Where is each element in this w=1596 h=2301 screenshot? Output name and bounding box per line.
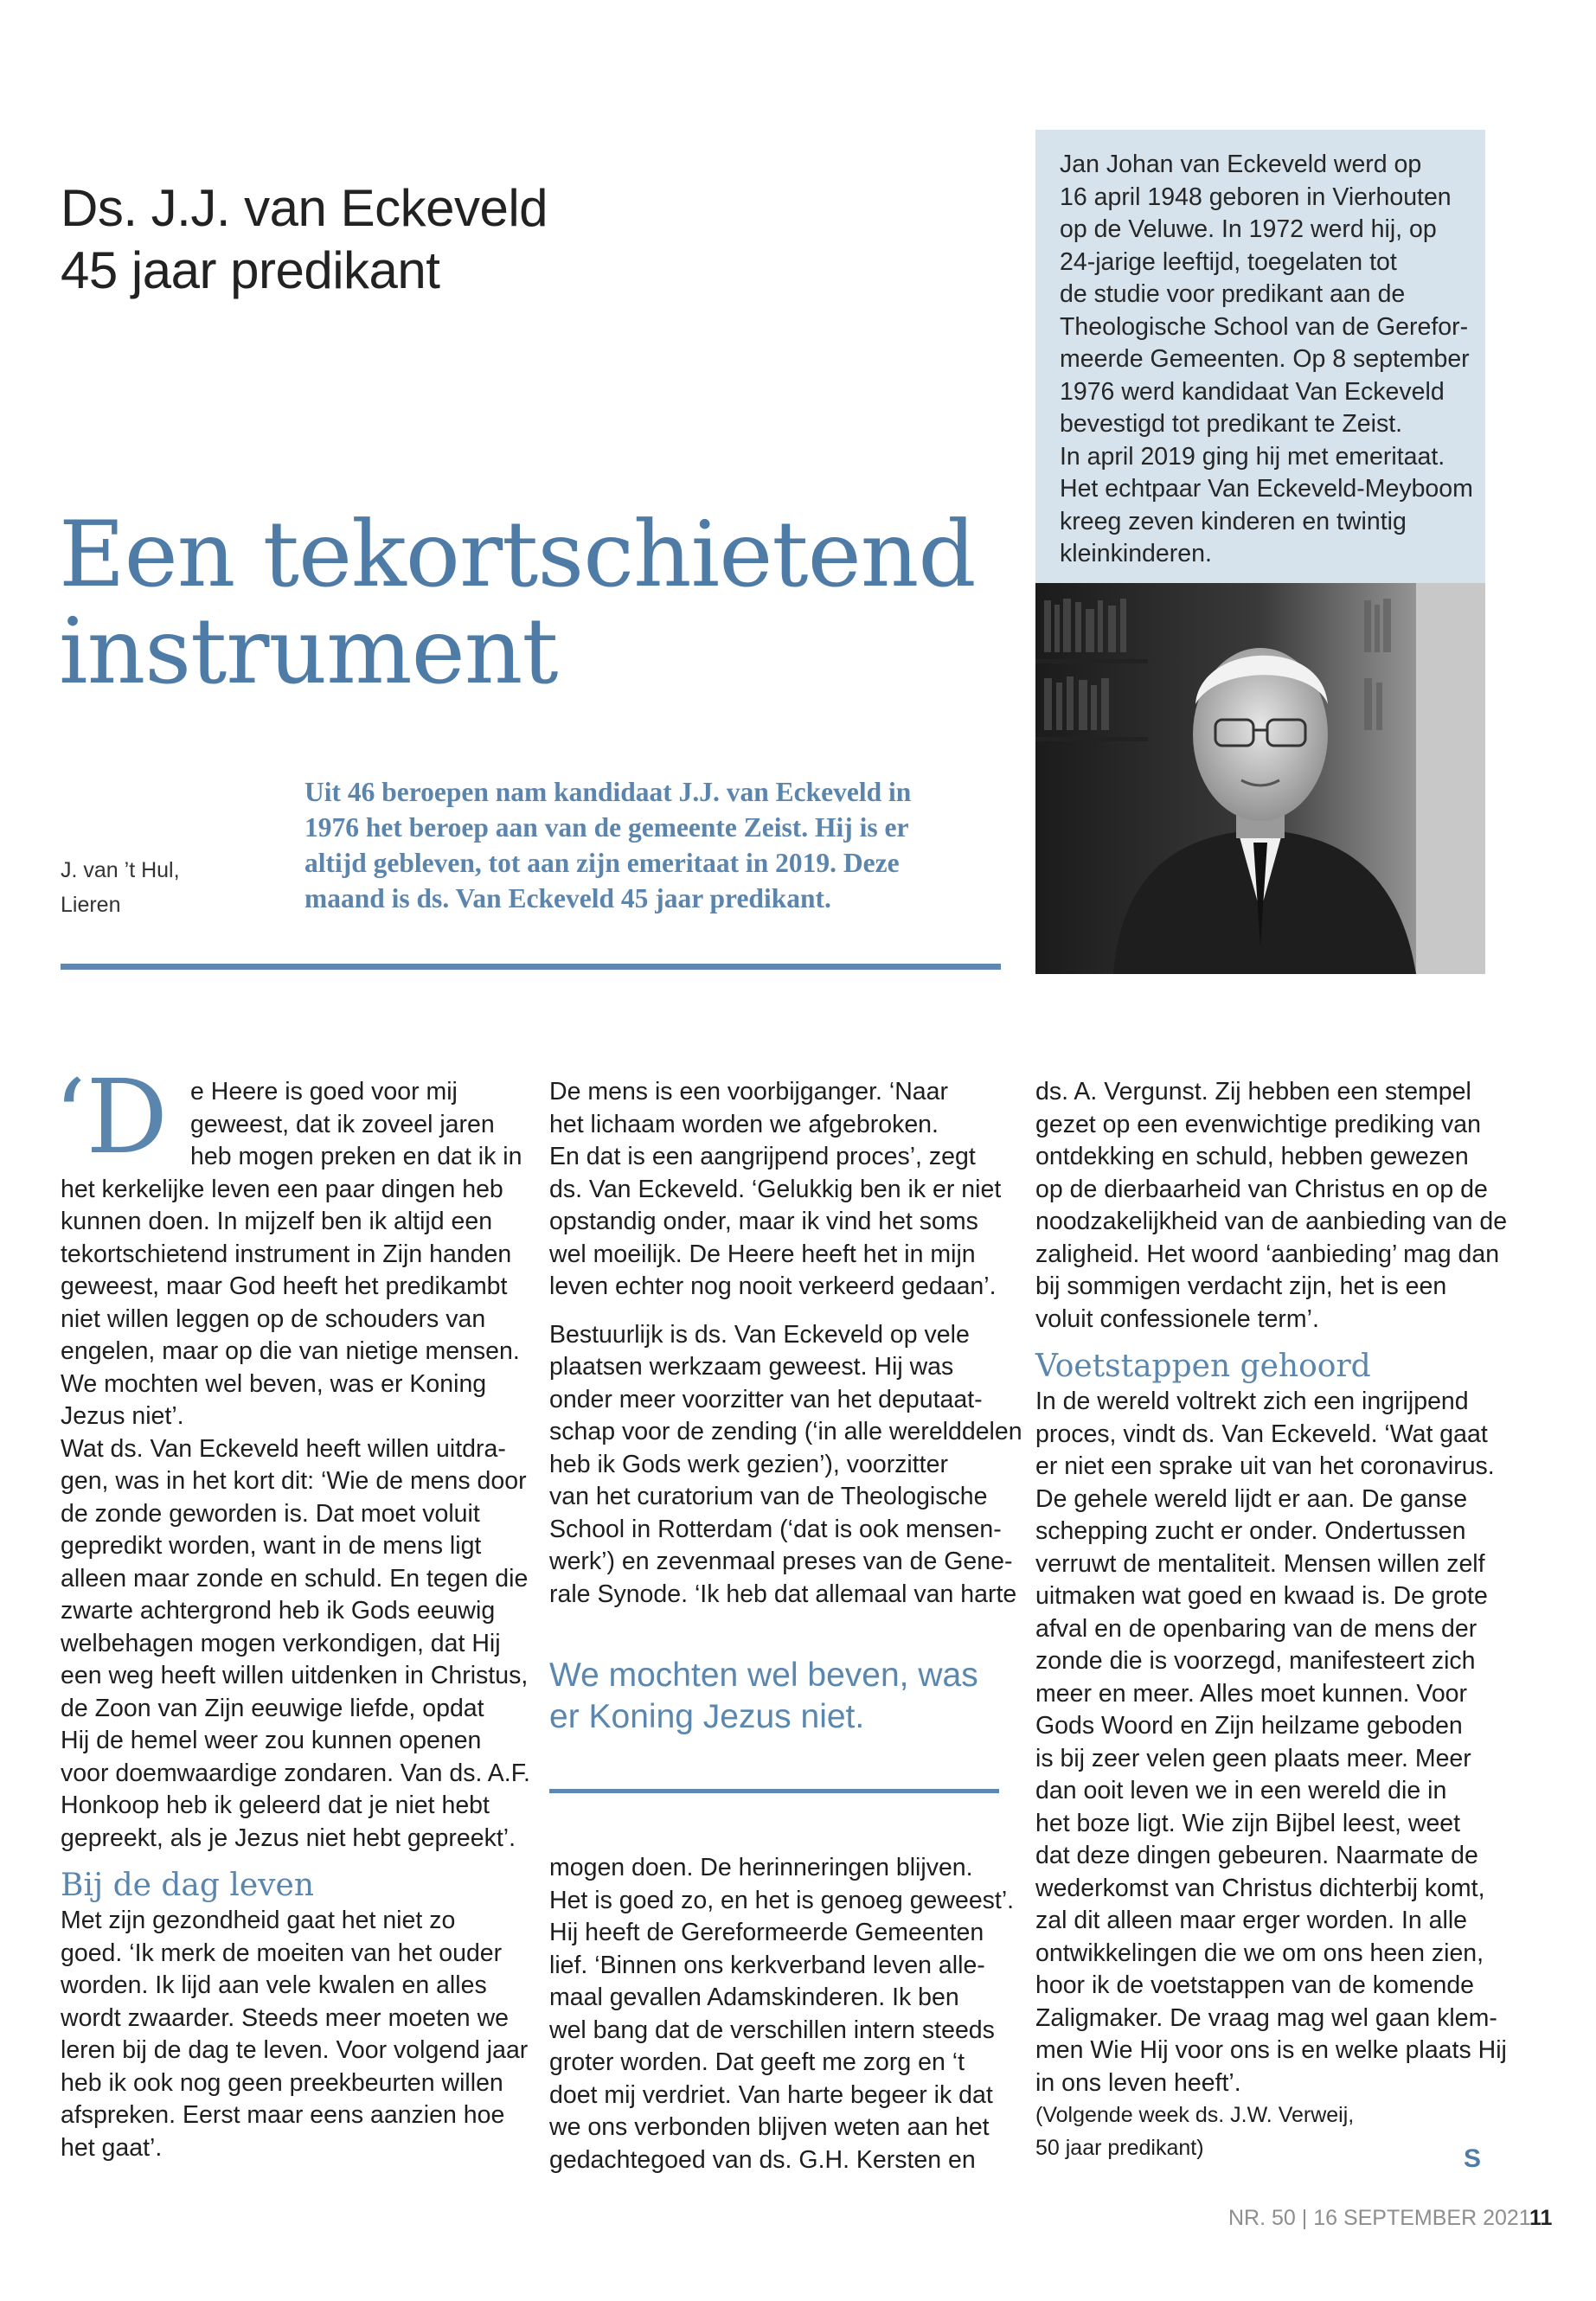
pull-quote-line: We mochten wel beven, was xyxy=(549,1657,978,1694)
intro-line: 1976 het beroep aan van de gemeente Zeist. Hij is er xyxy=(304,812,909,843)
body-line: leren bij de dag te leven. Voor volgend jaar xyxy=(61,2036,529,2064)
body-line: verruwt de mentaliteit. Mensen willen zelf xyxy=(1035,1549,1485,1578)
headline-line: Een tekortschietend xyxy=(59,502,976,607)
kicker-line: Ds. J.J. van Eckeveld xyxy=(61,179,548,237)
body-line: De gehele wereld lijdt er aan. De ganse xyxy=(1035,1484,1468,1513)
intro-line: maand is ds. Van Eckeveld 45 jaar predikant. xyxy=(304,883,831,913)
body-line: lief. ‘Binnen ons kerkverband leven alle- xyxy=(549,1951,985,1979)
body-line: alleen maar zonde en schuld. En tegen die xyxy=(61,1564,529,1593)
body-line: men Wie Hij voor ons is en welke plaats Hij xyxy=(1035,2036,1507,2064)
body-line: welbehagen mogen verkondigen, dat Hij xyxy=(61,1629,501,1657)
headline-line: instrument xyxy=(59,599,558,704)
body-line: dat deze dingen gebeuren. Naarmate de xyxy=(1035,1842,1478,1869)
body-line: van het curatorium van de Theologische xyxy=(549,1483,988,1510)
body-line: Gods Woord en Zijn heilzame geboden xyxy=(1035,1712,1463,1740)
bio-line: Jan Johan van Eckeveld werd op xyxy=(1060,151,1422,178)
body-line: is bij zeer velen geen plaats meer. Meer xyxy=(1035,1744,1471,1772)
bio-line: 16 april 1948 geboren in Vierhouten xyxy=(1060,183,1452,211)
author-name: J. van ’t Hul, xyxy=(61,858,180,882)
column-2 xyxy=(549,1076,1022,1611)
body-line: goed. ‘Ik merk de moeiten van het ouder xyxy=(61,1939,503,1967)
bio-line: kleinkinderen. xyxy=(1060,540,1212,567)
note-line: (Volgende week ds. J.W. Verweij, xyxy=(1035,2103,1355,2127)
issue-info: NR. 50 | 16 SEPTEMBER 2021 xyxy=(1228,2206,1531,2230)
body-line: wel bang dat de verschillen intern steeds xyxy=(549,2016,995,2044)
subheading: Bij de dag leven xyxy=(61,1868,315,1903)
body-line: plaatsen werkzaam geweest. Hij was xyxy=(549,1353,954,1381)
bio-line: 24-jarige leeftijd, toegelaten tot xyxy=(1060,247,1397,276)
body-line: gezet op een evenwichtige prediking van xyxy=(1035,1110,1481,1138)
body-line: De mens is een voorbijganger. ‘Naar xyxy=(549,1078,948,1106)
end-mark-icon: S xyxy=(1464,2144,1482,2173)
body-line: hoor ik de voetstappen van de komende xyxy=(1035,1971,1475,1999)
drop-cap: ‘D xyxy=(54,1057,169,1176)
body-line: Hij de hemel weer zou kunnen openen xyxy=(61,1727,482,1754)
body-line: School in Rotterdam (‘dat is ook mensen- xyxy=(549,1515,1002,1543)
body-line: meer en meer. Alles moet kunnen. Voor xyxy=(1035,1679,1468,1708)
bio-line: Theologische School van de Gerefor- xyxy=(1060,312,1469,341)
kicker xyxy=(61,177,580,302)
body-line: we ons verbonden blijven weten aan het xyxy=(549,2113,990,2141)
body-line: mogen doen. De herinneringen blijven. xyxy=(549,1854,973,1881)
body-line: Bestuurlijk is ds. Van Eckeveld op vele xyxy=(549,1320,970,1349)
body-line: de Zoon van Zijn eeuwige liefde, opdat xyxy=(61,1694,484,1722)
body-line: zonde die is voorzegd, manifesteert zich xyxy=(1035,1647,1476,1675)
intro-line: Uit 46 beroepen nam kandidaat J.J. van Eckeveld in xyxy=(304,777,912,807)
intro-lead xyxy=(304,774,979,916)
body-line: het gaat’. xyxy=(61,2133,163,2162)
body-line: maal gevallen Adamskinderen. Ik ben xyxy=(549,1984,959,2011)
body-line: zwarte achtergrond heb ik Gods eeuwig xyxy=(61,1597,496,1625)
body-line: In de wereld voltrekt zich een ingrijpend xyxy=(1035,1388,1469,1415)
column-2-continued xyxy=(549,1852,1015,2176)
intro-line: altijd gebleven, tot aan zijn emeritaat in 2019. Deze xyxy=(304,848,900,878)
bio-line: meerde Gemeenten. Op 8 september xyxy=(1060,345,1470,373)
body-line: wel moeilijk. De Heere heeft het in mijn xyxy=(549,1240,976,1268)
body-line: We mochten wel beven, was er Koning xyxy=(61,1369,487,1398)
bio-line: op de Veluwe. In 1972 werd hij, op xyxy=(1060,215,1437,243)
body-line: gedachtegoed van ds. G.H. Kersten en xyxy=(549,2145,976,2174)
body-line: zaligheid. Het woord ‘aanbieding’ mag dan xyxy=(1035,1240,1500,1268)
body-line: wederkomst van Christus dichterbij komt, xyxy=(1035,1874,1485,1902)
bio-line: In april 2019 ging hij met emeritaat. xyxy=(1060,442,1445,471)
headline xyxy=(59,502,976,704)
body-line: dan ooit leven we in een wereld die in xyxy=(1035,1777,1447,1804)
body-line: rale Synode. ‘Ik heb dat allemaal van harte xyxy=(549,1580,1017,1608)
body-line: opstandig onder, maar ik vind het soms xyxy=(549,1208,978,1235)
body-line: e Heere is goed voor mij xyxy=(190,1078,458,1106)
author-place: Lieren xyxy=(61,893,121,917)
body-line: in ons leven heeft’. xyxy=(1035,2068,1241,2097)
pull-quote xyxy=(549,1655,999,1738)
body-line: ds. A. Vergunst. Zij hebben een stempel xyxy=(1035,1078,1471,1106)
body-line: engelen, maar op die van nietige mensen. xyxy=(61,1337,520,1365)
body-line: voor doemwaardige zondaren. Van ds. A.F. xyxy=(61,1759,530,1787)
body-line: niet willen leggen op de schouders van xyxy=(61,1304,486,1333)
body-line: heb ik ook nog geen preekbeurten willen xyxy=(61,2068,503,2097)
body-line: uitmaken wat goed en kwaad is. De grote xyxy=(1035,1582,1488,1610)
author-byline xyxy=(61,853,234,922)
column-1 xyxy=(61,1076,528,2164)
body-line: er niet een sprake uit van het coronavirus. xyxy=(1035,1452,1495,1480)
body-line: Jezus niet’. xyxy=(61,1402,184,1430)
bio-line: bevestigd tot predikant te Zeist. xyxy=(1060,410,1403,438)
body-line: Wat ds. Van Eckeveld heeft willen uitdra- xyxy=(61,1434,506,1463)
body-line: werk’) en zevenmaal preses van de Gene- xyxy=(549,1548,1013,1575)
body-line: onder meer voorzitter van het deputaat- xyxy=(549,1385,983,1413)
body-line: Hij heeft de Gereformeerde Gemeenten xyxy=(549,1919,984,1946)
body-line: het kerkelijke leven een paar dingen heb xyxy=(61,1175,503,1203)
body-line: Met zijn gezondheid gaat het niet zo xyxy=(61,1907,456,1934)
body-line: worden. Ik lijd aan vele kwalen en alles xyxy=(61,1971,487,1999)
portrait-illustration xyxy=(1035,583,1485,974)
body-line: het boze ligt. Wie zijn Bijbel leest, weet xyxy=(1035,1809,1461,1837)
body-line: schap voor de zending (‘in alle werelddelen xyxy=(549,1418,1022,1445)
section-divider xyxy=(61,964,1001,970)
column-3 xyxy=(1035,1076,1520,2164)
body-line: gepredikt worden, want in de mens ligt xyxy=(61,1532,482,1560)
body-line: ds. Van Eckeveld. ‘Gelukkig ben ik er niet xyxy=(549,1175,1002,1203)
body-line: afval en de openbaring van de mens der xyxy=(1035,1614,1477,1643)
bio-line: de studie voor predikant aan de xyxy=(1060,280,1406,308)
body-line: heb ik Gods werk gezien’), voorzitter xyxy=(549,1450,948,1478)
body-line: het lichaam worden we afgebroken. xyxy=(549,1110,939,1138)
body-line: op de dierbaarheid van Christus en op de xyxy=(1035,1175,1488,1203)
body-line: ontwikkelingen die we om ons heen zien, xyxy=(1035,1939,1484,1967)
body-line: de zonde geworden is. Dat moet voluit xyxy=(61,1499,480,1528)
body-line: gen, was in het kort dit: ‘Wie de mens door xyxy=(61,1467,527,1495)
body-line: tekortschietend instrument in Zijn handen xyxy=(61,1240,512,1268)
bio-line: Het echtpaar Van Eckeveld-Meyboom xyxy=(1060,475,1473,503)
pull-quote-rule xyxy=(549,1789,999,1793)
body-line: voluit confessionele term’. xyxy=(1035,1304,1319,1333)
body-line: afspreken. Eerst maar eens aanzien hoe xyxy=(61,2101,505,2129)
body-line: noodzakelijkheid van de aanbieding van de xyxy=(1035,1208,1508,1235)
body-line: Honkoop heb ik geleerd dat je niet hebt xyxy=(61,1791,490,1819)
subheading: Voetstappen gehoord xyxy=(1035,1349,1371,1384)
note-line: 50 jaar predikant) xyxy=(1035,2135,1204,2160)
page-number: 11 xyxy=(1529,2206,1553,2230)
portrait-photo xyxy=(1035,583,1485,974)
body-line: leven echter nog nooit verkeerd gedaan’. xyxy=(549,1272,997,1300)
body-line: zal dit alleen maar erger worden. In alle xyxy=(1035,1907,1468,1934)
body-line: En dat is een aangrijpend proces’, zegt xyxy=(549,1143,976,1170)
kicker-line: 45 jaar predikant xyxy=(61,241,440,299)
body-line: ontdekking en schuld, hebben gewezen xyxy=(1035,1143,1469,1170)
body-line: bij sommigen verdacht zijn, het is een xyxy=(1035,1272,1447,1300)
body-line: schepping zucht er onder. Ondertussen xyxy=(1035,1517,1466,1545)
body-line: gepreekt, als je Jezus niet hebt gepreekt’. xyxy=(61,1823,516,1852)
body-line: proces, vindt ds. Van Eckeveld. ‘Wat gaat xyxy=(1035,1420,1488,1448)
body-line: heb mogen preken en dat ik in xyxy=(190,1143,522,1170)
pull-quote-line: er Koning Jezus niet. xyxy=(549,1698,865,1735)
bio-text xyxy=(1060,149,1475,571)
body-line: wordt zwaarder. Steeds meer moeten we xyxy=(61,2003,509,2032)
body-line: geweest, maar God heeft het predikambt xyxy=(61,1272,508,1300)
bio-line: kreeg zeven kinderen en twintig xyxy=(1060,507,1407,535)
bio-line: 1976 werd kandidaat Van Eckeveld xyxy=(1060,377,1445,406)
body-line: geweest, dat ik zoveel jaren xyxy=(190,1110,495,1138)
body-line: kunnen doen. In mijzelf ben ik altijd een xyxy=(61,1208,493,1235)
body-line: een weg heeft willen uitdenken in Christus, xyxy=(61,1662,529,1689)
body-line: Zaligmaker. De vraag mag wel gaan klem- xyxy=(1035,2003,1497,2032)
body-line: Het is goed zo, en het is genoeg geweest’. xyxy=(549,1886,1015,1914)
body-line: groter worden. Dat geeft me zorg en ‘t xyxy=(549,2048,965,2076)
body-line: doet mij verdriet. Van harte begeer ik dat xyxy=(549,2080,993,2109)
